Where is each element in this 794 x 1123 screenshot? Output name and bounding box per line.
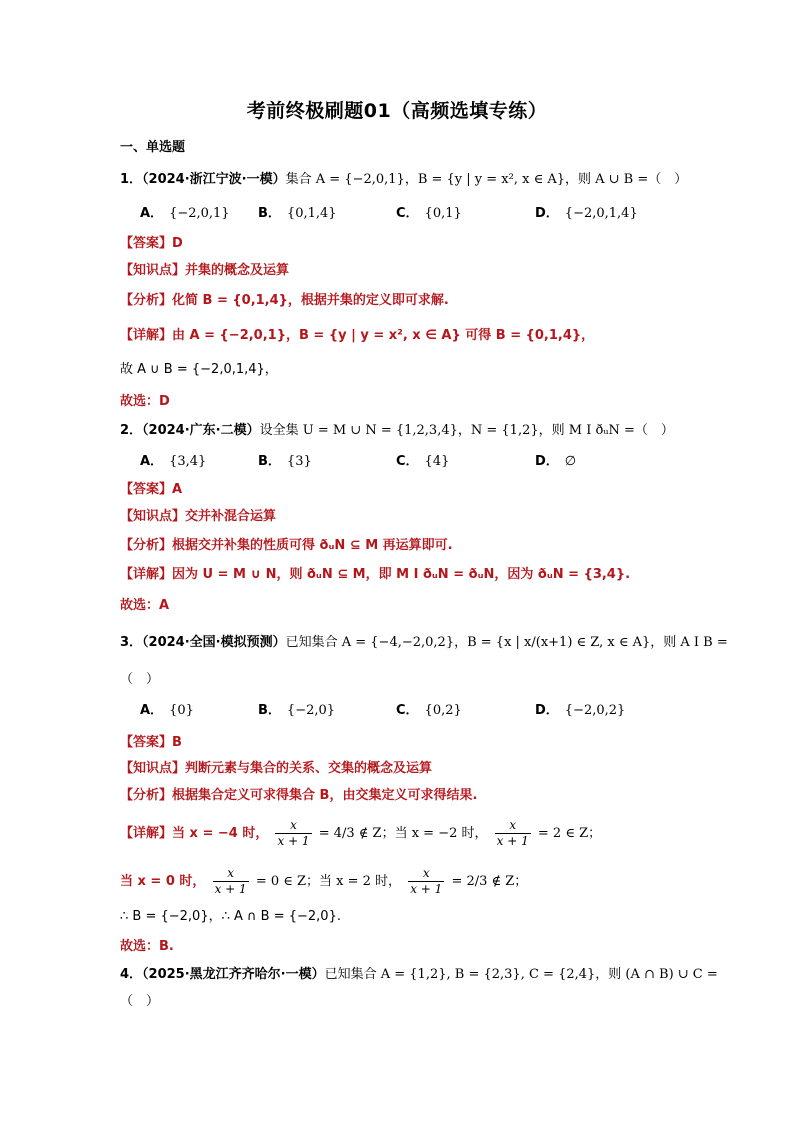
page-title: 考前终极刷题01（高频选填专练） bbox=[246, 100, 548, 122]
question-1-stem bbox=[120, 171, 687, 189]
q3-analysis: 【分析】根据集合定义可求得集合 B，由交集定义可求得结果. bbox=[120, 788, 478, 803]
q1-knowledge-point: 【知识点】并集的概念及运算 bbox=[120, 263, 290, 278]
q2-detail: 【详解】因为 U = M ∪ N，则 ðᵤN ⊆ M，即 M I ðᵤN = ðᵤN，因为 ðᵤN = {3,4}. bbox=[120, 567, 631, 582]
question-3-stem: 3．（2024·全国·模拟预测）已知集合 A = {−4,−2,0,2}，B = {x | x/(x+1) ∈ Z, x ∈ A}，则 A I B = bbox=[120, 635, 728, 650]
q2-knowledge-point: 【知识点】交并补混合运算 bbox=[120, 509, 277, 524]
q2-option-c: C． {4} bbox=[396, 454, 450, 469]
q1-detail-2: 故 A ∪ B = {−2,0,1,4}， bbox=[120, 362, 278, 377]
question-number: 1． bbox=[120, 172, 143, 187]
question-4-paren: （ ） bbox=[120, 994, 160, 1009]
q1-option-b: B． {0,1,4} bbox=[258, 206, 337, 221]
q3-answer: 【答案】B bbox=[120, 735, 182, 750]
question-3-paren: （ ） bbox=[120, 672, 160, 687]
section-heading: 一、单选题 bbox=[120, 140, 186, 155]
q3-option-a: A． {0} bbox=[140, 703, 194, 718]
q1-option-d: D． {−2,0,1,4} bbox=[535, 206, 638, 221]
question-math: A = {−2,0,1}，B = {y | y = x², x ∈ A}，则 A ∪ B =（ ） bbox=[315, 172, 688, 187]
q2-option-d: D． ∅ bbox=[535, 454, 577, 469]
q3-option-d: D． {−2,0,2} bbox=[535, 703, 626, 718]
q2-choice: 故选：A bbox=[120, 598, 170, 613]
q3-choice: 故选：B. bbox=[120, 939, 174, 954]
q1-answer: 【答案】D bbox=[120, 236, 183, 251]
q2-option-a: A． {3,4} bbox=[140, 454, 207, 469]
q1-detail: 【详解】由 A = {−2,0,1}，B = {y | y = x², x ∈ A} 可得 B = {0,1,4}， bbox=[120, 328, 595, 343]
question-text: 集合 bbox=[285, 172, 312, 187]
fraction: $\frac{x}{x + 1}$ bbox=[496, 818, 529, 848]
q3-detail-line-3: ∴ B = {−2,0}，∴ A ∩ B = {−2,0}. bbox=[120, 909, 341, 924]
q3-option-c: C． {0,2} bbox=[396, 703, 462, 718]
fraction: $\frac{x}{x + 1}$ bbox=[277, 818, 310, 848]
fraction: $\frac{x}{x + 1}$ bbox=[410, 866, 443, 896]
q2-analysis: 【分析】根据交并补集的性质可得 ðᵤN ⊆ M 再运算即可. bbox=[120, 538, 453, 553]
q2-answer: 【答案】A bbox=[120, 482, 183, 497]
q3-detail-line-2: 当 x = 0 时， $\frac{x}{x + 1}$ = 0 ∈ Z；当 x = 2 时， $\frac{x}{x + 1}$ = 2/3 ∉ Z； bbox=[120, 866, 528, 896]
question-2-stem: 2．（2024·广东·二模）设全集 U = M ∪ N = {1,2,3,4}，N = {1,2}，则 M I ðᵤN =（ ） bbox=[120, 423, 674, 438]
q1-option-c: C． {0,1} bbox=[396, 206, 462, 221]
question-source: （2024·浙江宁波·一模） bbox=[142, 172, 286, 187]
q3-knowledge-point: 【知识点】判断元素与集合的关系、交集的概念及运算 bbox=[120, 761, 433, 776]
fraction: $\frac{x}{x + 1}$ bbox=[214, 866, 247, 896]
q1-option-a: A． {−2,0,1} bbox=[140, 206, 230, 221]
q2-option-b: B． {3} bbox=[258, 454, 312, 469]
question-4-stem: 4．（2025·黑龙江齐齐哈尔·一模）已知集合 A = {1,2}, B = {2,3}, C = {2,4}，则 (A ∩ B) ∪ C = bbox=[120, 967, 718, 982]
q1-analysis: 【分析】化简 B = {0,1,4}，根据并集的定义即可求解. bbox=[120, 293, 449, 308]
q3-option-b: B． {−2,0} bbox=[258, 703, 336, 718]
q3-detail-line-1: 【详解】当 x = −4 时， $\frac{x}{x + 1}$ = 4/3 ∉ Z；当 x = −2 时， $\frac{x}{x + 1}$ = 2 ∈ Z； bbox=[120, 818, 602, 848]
q1-choice: 故选：D bbox=[120, 394, 170, 409]
